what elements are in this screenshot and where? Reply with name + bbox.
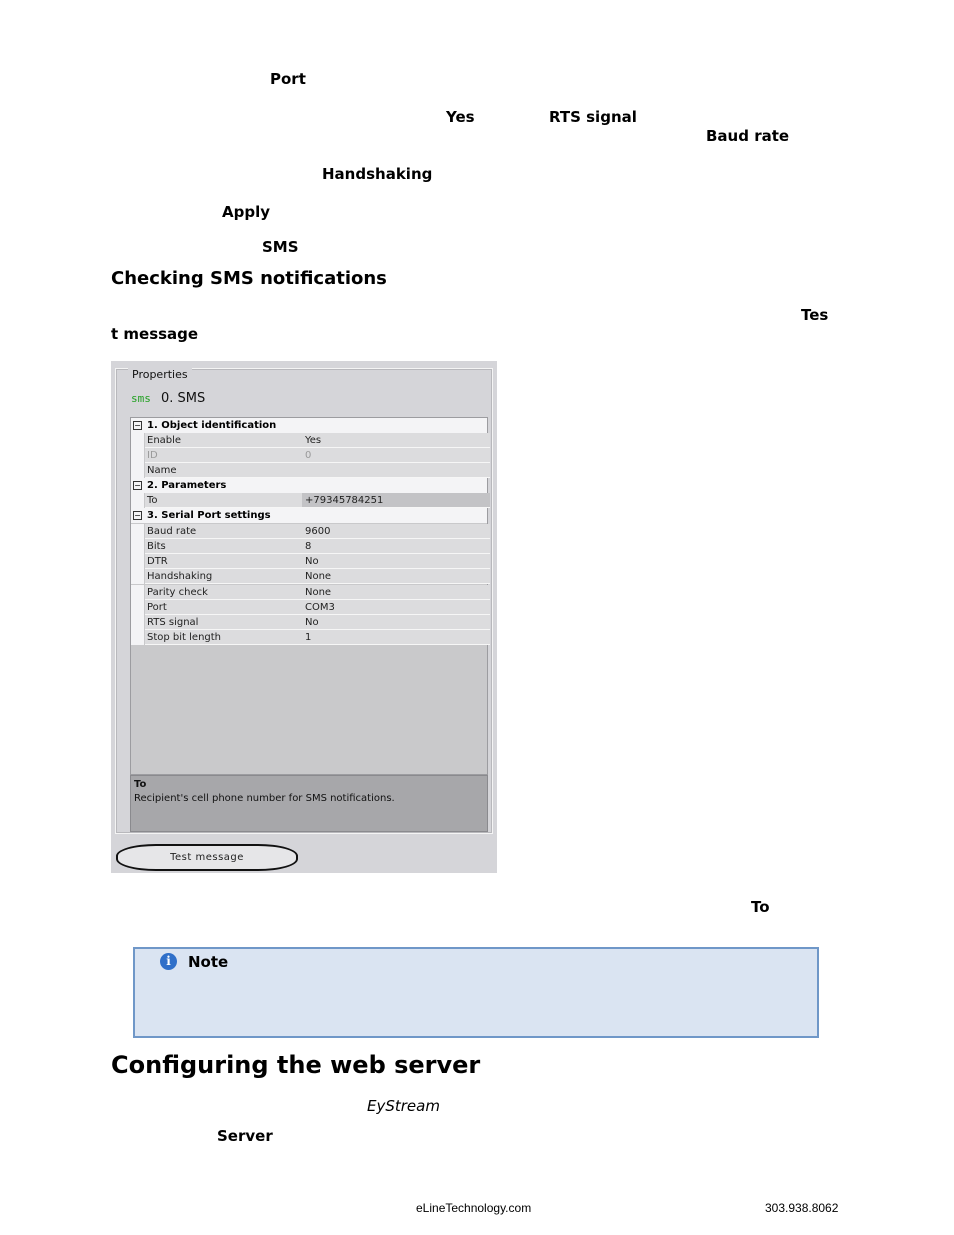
footer-phone: 303.938.8062 — [765, 1201, 839, 1215]
label-baud-rate: Baud rate — [706, 127, 790, 145]
footer-site: eLineTechnology.com — [416, 1201, 532, 1215]
category-object-identification[interactable]: − 1. Object identification — [131, 418, 487, 433]
label-rts-signal: RTS signal — [549, 108, 637, 126]
property-row-to[interactable]: To +79345784251 — [131, 493, 487, 508]
info-icon: i — [160, 953, 177, 970]
property-row-bits[interactable]: Bits 8 — [131, 539, 487, 554]
test-message-button[interactable]: Test message — [116, 844, 298, 871]
property-row-baud-rate[interactable]: Baud rate 9600 — [131, 524, 487, 539]
label-handshaking: Handshaking — [322, 165, 433, 183]
label-tes: Tes — [801, 306, 829, 324]
label-to: To — [751, 898, 770, 916]
sms-icon: sms — [131, 392, 151, 405]
property-row-stop-bit-length[interactable]: Stop bit length 1 — [131, 630, 487, 645]
heading-checking-sms: Checking SMS notifications — [111, 268, 387, 289]
label-sms: SMS — [262, 238, 299, 256]
label-apply: Apply — [222, 203, 271, 221]
property-description: To Recipient's cell phone number for SMS notifications. — [130, 775, 488, 832]
label-server: Server — [217, 1127, 273, 1145]
label-t-message: t message — [111, 325, 199, 343]
note-title: Note — [188, 953, 229, 971]
heading-configuring-web-server: Configuring the web server — [111, 1051, 481, 1079]
property-row-rts-signal[interactable]: RTS signal No — [131, 615, 487, 630]
properties-panel — [111, 361, 497, 873]
properties-group — [115, 368, 493, 834]
label-port: Port — [270, 70, 306, 88]
property-row-id[interactable]: ID 0 — [131, 448, 487, 463]
property-row-dtr[interactable]: DTR No — [131, 554, 487, 569]
properties-legend: Properties — [128, 368, 192, 381]
category-serial-port-settings[interactable]: − 3. Serial Port settings — [131, 508, 487, 523]
object-header — [131, 391, 205, 406]
object-title: 0. SMS — [161, 391, 206, 406]
note-box — [133, 947, 819, 1038]
category-parameters[interactable]: − 2. Parameters — [131, 478, 487, 493]
property-row-parity-check[interactable]: Parity check None — [131, 585, 487, 600]
property-row-enable[interactable]: Enable Yes — [131, 433, 487, 448]
collapse-icon[interactable]: − — [134, 481, 141, 490]
collapse-icon[interactable]: − — [134, 511, 141, 520]
property-row-port[interactable]: Port COM3 — [131, 600, 487, 615]
label-yes: Yes — [446, 108, 475, 126]
property-grid — [130, 417, 488, 775]
property-row-name[interactable]: Name — [131, 463, 487, 478]
collapse-icon[interactable]: − — [134, 421, 141, 430]
label-eystream: EyStream — [367, 1097, 440, 1115]
property-row-handshaking[interactable]: Handshaking None — [131, 569, 487, 584]
